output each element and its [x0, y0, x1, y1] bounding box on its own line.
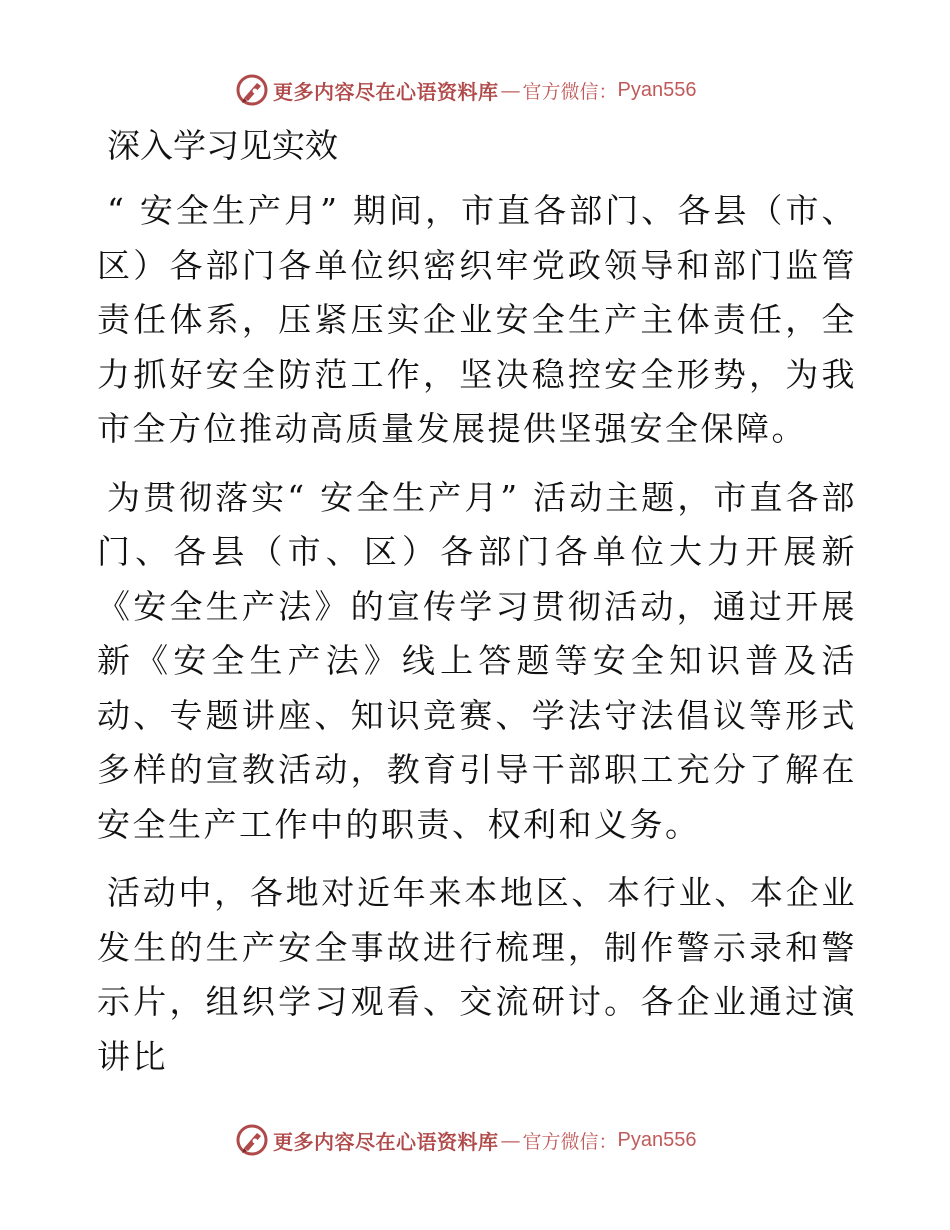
pen-logo-icon [235, 1123, 269, 1157]
watermark-id-text: Pyan556 [617, 1128, 697, 1151]
document-body [97, 118, 857, 1098]
paragraph-3: 活动中，各地对近年来本地区、本行业、本企业发生的生产安全事故进行梳理，制作警示录和警示片，组织学习观看、交流研讨。各企业通过演讲比 [97, 873, 857, 1076]
paragraph-1: “ 安全生产月” 期间，市直各部门、各县（市、区）各部门各单位织密织牢党政领导和部门监管责任体系，压紧压实企业安全生产主体责任，全力抓好安全防范工作，坚决稳控安全形势，为我市全方位推动高质量发展提供坚强安全保障。 [97, 191, 857, 448]
watermark-sub-text: 官方微信： [522, 80, 618, 103]
watermark-sub-text: 官方微信： [522, 1130, 618, 1153]
watermark-id-text: Pyan556 [617, 78, 697, 101]
paragraph-2: 为贯彻落实“ 安全生产月” 活动主题，市直各部门、各县（市、区）各部门各单位大力开展新《安全生产法》的宣传学习贯彻活动，通过开展新《安全生产法》线上答题等安全知识普及活动、专题讲座、知识竞赛、学法守法倡议等形式多样的宣教活动，教育引导干部职工充分了解在安全生产工作中的职责、权利和义务。 [97, 477, 857, 844]
document-title: 深入学习见实效 [107, 126, 338, 165]
watermark-main-text: 更多内容尽在心语资料库 [273, 79, 499, 104]
watermark-separator: — [500, 78, 521, 102]
watermark-separator: — [500, 1128, 521, 1152]
footer-watermark [235, 1123, 696, 1157]
pen-logo-icon [235, 73, 269, 107]
watermark-main-text: 更多内容尽在心语资料库 [273, 1129, 499, 1154]
header-watermark [235, 73, 696, 107]
